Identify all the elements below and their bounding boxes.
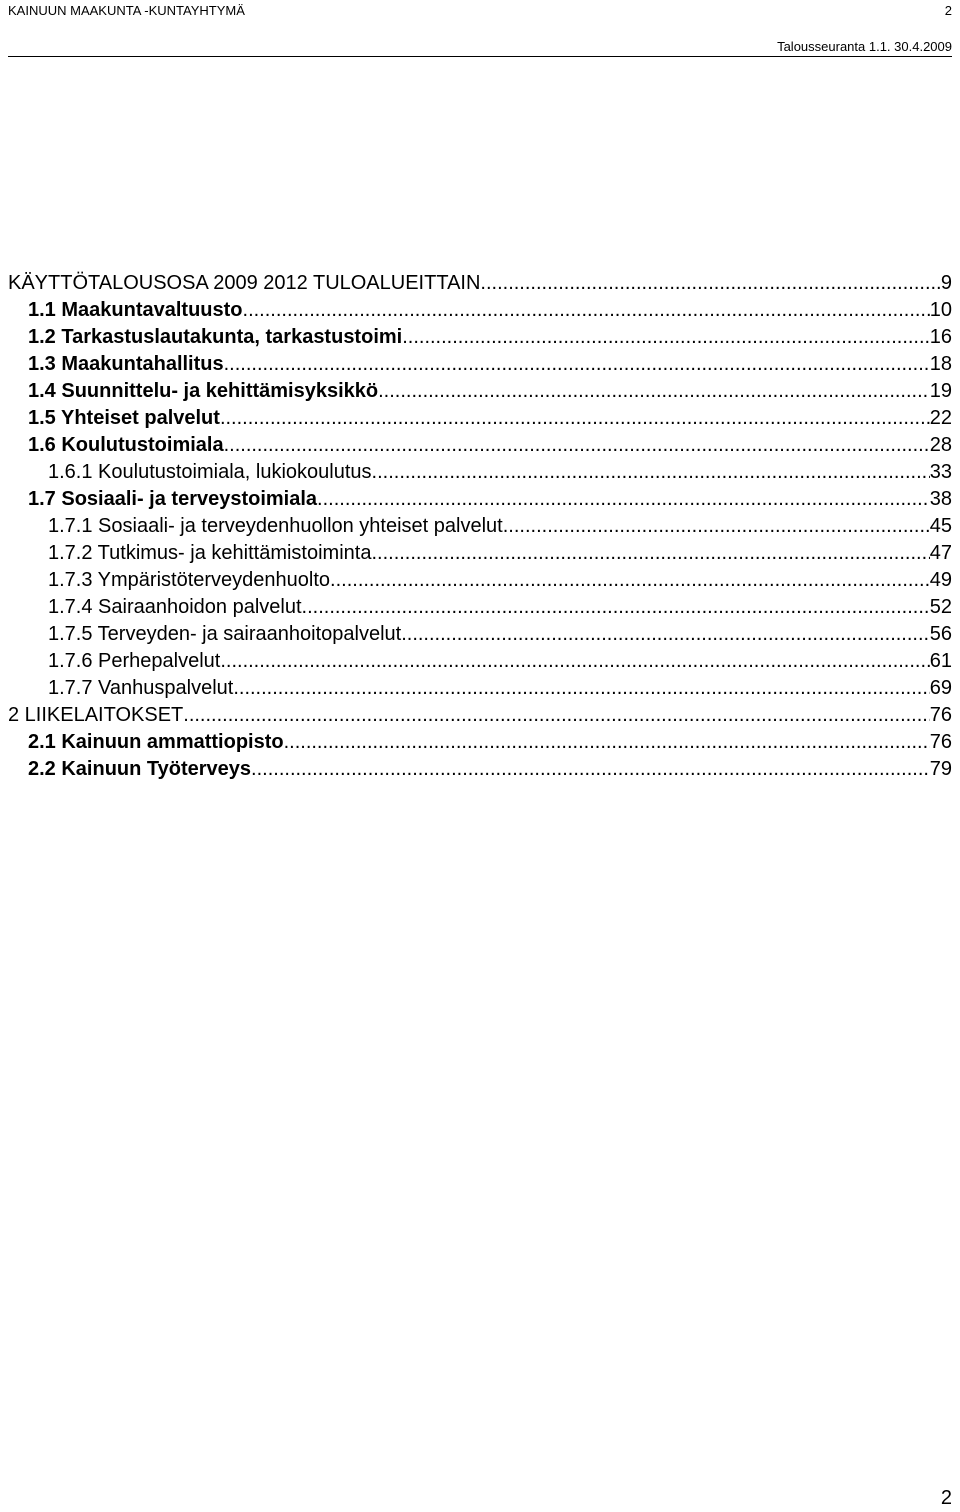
toc-entry[interactable]: [8, 621, 952, 648]
toc-entry[interactable]: [8, 675, 952, 702]
toc-entry-page-number: 56: [929, 623, 952, 645]
toc-entry[interactable]: [8, 270, 952, 297]
toc-entry-page-number: 22: [929, 407, 952, 429]
toc-entry-label: 1.3 Maakuntahallitus: [28, 353, 224, 375]
toc-dot-leader: [302, 594, 930, 621]
toc-entry-page-number: 9: [940, 272, 952, 294]
toc-entry-page-number: 61: [929, 650, 952, 672]
toc-entry[interactable]: [8, 405, 952, 432]
toc-dot-leader: [317, 486, 930, 513]
toc-dot-leader: [330, 567, 930, 594]
header-page-number: 2: [944, 3, 952, 18]
toc-entry-label: 1.7 Sosiaali- ja terveystoimiala: [28, 488, 318, 510]
toc-dot-leader: [402, 324, 930, 351]
header-subtitle: Talousseuranta 1.1. 30.4.2009: [777, 39, 952, 54]
toc-entry-label: 1.5 Yhteiset palvelut: [28, 407, 220, 429]
toc-dot-leader: [480, 270, 940, 297]
toc-entry-label: 2 LIIKELAITOKSET: [8, 704, 184, 726]
toc-entry-label: 1.7.5 Terveyden- ja sairaanhoitopalvelut: [48, 623, 402, 645]
toc-entry[interactable]: [8, 702, 952, 729]
toc-entry[interactable]: [8, 486, 952, 513]
toc-dot-leader: [224, 351, 930, 378]
toc-entry[interactable]: [8, 351, 952, 378]
toc-entry-page-number: 16: [929, 326, 952, 348]
toc-entry[interactable]: [8, 567, 952, 594]
toc-entry-page-number: 28: [929, 434, 952, 456]
toc-entry-page-number: 45: [929, 515, 952, 537]
toc-dot-leader: [284, 729, 930, 756]
toc-entry-label: 1.7.6 Perhepalvelut: [48, 650, 221, 672]
toc-entry-label: 1.7.2 Tutkimus- ja kehittämistoiminta: [48, 542, 372, 564]
header-organization: KAINUUN MAAKUNTA -KUNTAYHTYMÄ: [8, 3, 245, 18]
toc-entry-label: 1.6.1 Koulutustoimiala, lukiokoulutus: [48, 461, 372, 483]
toc-entry-label: 1.7.4 Sairaanhoidon palvelut: [48, 596, 302, 618]
toc-entry[interactable]: [8, 297, 952, 324]
toc-entry-label: 1.1 Maakuntavaltuusto: [28, 299, 243, 321]
toc-entry-label: 1.6 Koulutustoimiala: [28, 434, 224, 456]
toc-dot-leader: [503, 513, 930, 540]
toc-dot-leader: [233, 675, 929, 702]
toc-entry-page-number: 69: [929, 677, 952, 699]
toc-dot-leader: [371, 540, 929, 567]
toc-entry[interactable]: [8, 378, 952, 405]
toc-entry-label: 2.1 Kainuun ammattiopisto: [28, 731, 284, 753]
toc-entry-page-number: 19: [929, 380, 952, 402]
toc-dot-leader: [401, 621, 930, 648]
toc-entry[interactable]: [8, 513, 952, 540]
toc-dot-leader: [378, 378, 930, 405]
toc-entry-page-number: 79: [929, 758, 952, 780]
toc-dot-leader: [372, 459, 930, 486]
toc-dot-leader: [243, 297, 930, 324]
toc-entry[interactable]: [8, 594, 952, 621]
toc-entry-label: 1.2 Tarkastuslautakunta, tarkastustoimi: [28, 326, 403, 348]
toc-entry-page-number: 76: [929, 731, 952, 753]
toc-entry[interactable]: [8, 540, 952, 567]
toc-entry[interactable]: [8, 729, 952, 756]
header-rule: [8, 56, 952, 57]
toc-entry-label: 1.7.1 Sosiaali- ja terveydenhuollon yhteiset palvelut: [48, 515, 503, 537]
table-of-contents: [8, 270, 952, 783]
toc-entry-label: 2.2 Kainuun Työterveys: [28, 758, 252, 780]
toc-entry-page-number: 47: [929, 542, 952, 564]
toc-entry-label: 1.4 Suunnittelu- ja kehittämisyksikkö: [28, 380, 379, 402]
toc-entry-label: KÄYTTÖTALOUSOSA 2009 2012 TULOALUEITTAIN: [8, 272, 481, 294]
toc-dot-leader: [183, 702, 929, 729]
toc-dot-leader: [251, 756, 930, 783]
toc-entry[interactable]: [8, 756, 952, 783]
toc-entry-label: 1.7.3 Ympäristöterveydenhuolto: [48, 569, 331, 591]
toc-entry[interactable]: [8, 459, 952, 486]
toc-entry[interactable]: [8, 324, 952, 351]
toc-entry-page-number: 49: [929, 569, 952, 591]
toc-entry-page-number: 38: [929, 488, 952, 510]
toc-entry[interactable]: [8, 648, 952, 675]
toc-entry-page-number: 18: [929, 353, 952, 375]
toc-dot-leader: [224, 432, 930, 459]
toc-entry-page-number: 76: [929, 704, 952, 726]
toc-dot-leader: [220, 648, 929, 675]
toc-entry-page-number: 10: [929, 299, 952, 321]
toc-entry-label: 1.7.7 Vanhuspalvelut: [48, 677, 234, 699]
toc-entry-page-number: 52: [929, 596, 952, 618]
footer-page-number: 2: [940, 1487, 952, 1509]
toc-dot-leader: [220, 405, 930, 432]
toc-entry[interactable]: [8, 432, 952, 459]
toc-entry-page-number: 33: [929, 461, 952, 483]
